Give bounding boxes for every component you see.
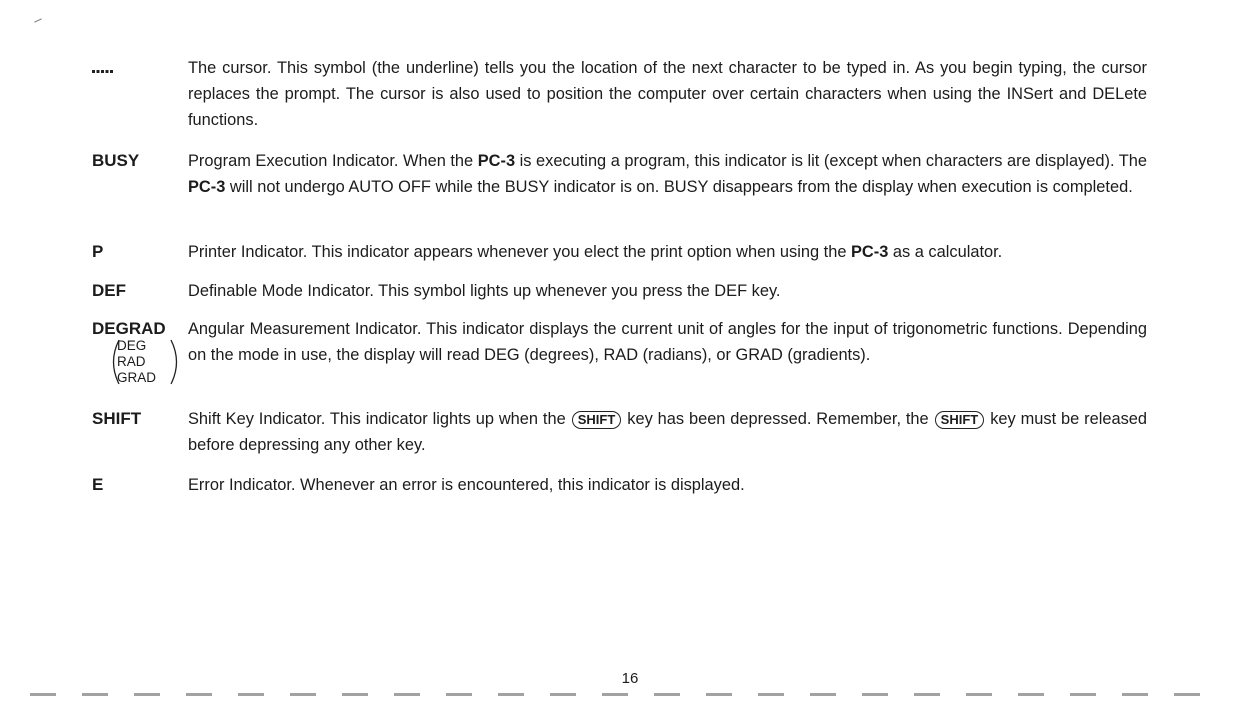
- model-name: PC-3: [851, 243, 889, 261]
- entry-def-description: Definable Mode Indicator. This symbol lights up whenever you press the DEF key.: [188, 282, 781, 300]
- entry-shift-description: Shift Key Indicator. This indicator lights up when the SHIFT key has been depressed. Remember, the SHIFT key must be released before depressing any other key.: [188, 410, 1148, 454]
- cursor-underline-icon: [92, 55, 114, 81]
- model-name: PC-3: [477, 152, 516, 170]
- mode-rad: RAD: [117, 354, 146, 369]
- scan-mark: [34, 18, 42, 22]
- entry-printer-term: P: [92, 242, 104, 261]
- scan-edge-artifact: [30, 693, 1210, 696]
- shift-key-icon: SHIFT: [935, 411, 985, 429]
- entry-busy-term: BUSY: [92, 151, 140, 170]
- entry-degrad-term: DEGRAD: [92, 319, 166, 338]
- entry-error-description: Error Indicator. Whenever an error is encountered, this indicator is displayed.: [188, 476, 745, 494]
- entry-busy-description: Program Execution Indicator. When the PC-3 is executing a program, this indicator is lit (except when characters are displayed). The PC-3 will not undergo AUTO OFF while the BUSY indicator is on. BUSY disappears from the display when execution is completed.: [188, 152, 1148, 196]
- model-name: PC-3: [188, 178, 226, 196]
- page-number: 16: [621, 670, 639, 687]
- entry-error-term: E: [92, 475, 104, 494]
- mode-deg: DEG: [117, 338, 147, 353]
- right-paren-icon: [168, 338, 184, 386]
- entry-degrad-description: Angular Measurement Indicator. This indicator displays the current unit of angles for the input of trigonometric functions. Depending on the mode in use, the display will read DEG (degrees), RAD (radians), or GRAD (gradients).: [188, 320, 1147, 364]
- entry-def-term: DEF: [92, 281, 126, 300]
- mode-grad: GRAD: [117, 370, 157, 385]
- entry-shift-term: SHIFT: [92, 409, 142, 428]
- entry-cursor-description: The cursor. This symbol (the underline) tells you the location of the next character to be typed in. As you begin typing, the cursor replaces the prompt. The cursor is also used to position the computer over certain characters when using the INSert and DELete functions.: [188, 59, 1147, 129]
- entry-printer-description: Printer Indicator. This indicator appears whenever you elect the print option when using the PC-3 as a calculator.: [188, 243, 1003, 261]
- shift-key-icon: SHIFT: [572, 411, 622, 429]
